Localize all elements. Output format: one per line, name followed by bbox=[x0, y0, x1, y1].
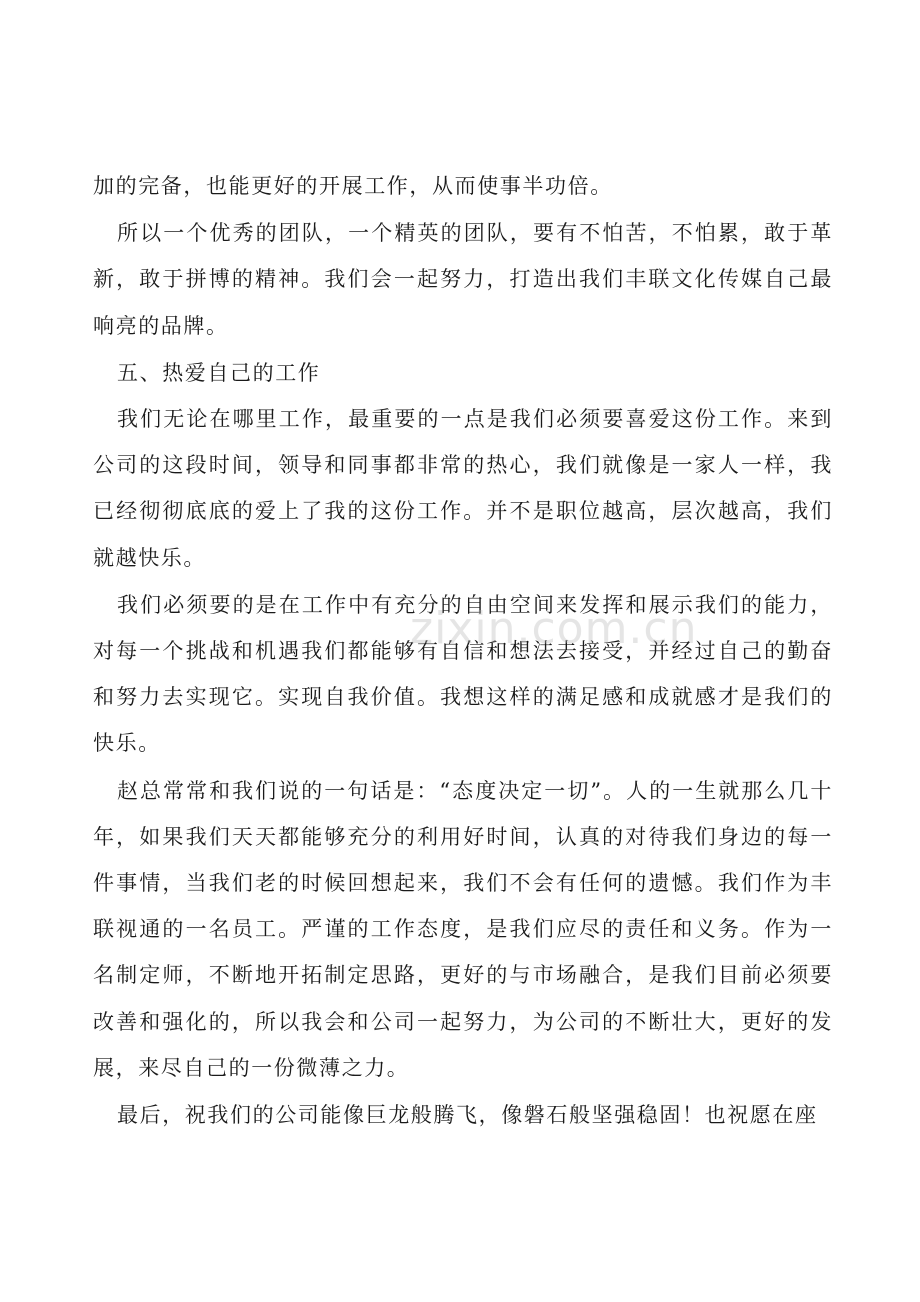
paragraph-1: 加的完备，也能更好的开展工作，从而使事半功倍。 bbox=[93, 174, 613, 198]
paragraph-4: 我们无论在哪里工作，最重要的一点是我们必须要喜爱这份工作。来到公司的这段时间，领导和同事都非常的热心，我们就像是一家人一样，我已经彻彻底底的爱上了我的这份工作。并不是职位越高，层次越高，我们就越快乐。 bbox=[93, 407, 833, 570]
paragraph-7: 最后，祝我们的公司能像巨龙般腾飞，像磐石般坚强稳固！也祝愿在座 bbox=[117, 1103, 818, 1128]
section-heading: 五、热爱自己的工作 bbox=[117, 360, 321, 385]
document-body bbox=[93, 163, 833, 1139]
paragraph-5: 我们必须要的是在工作中有充分的自由空间来发挥和展示我们的能力，对每一个挑战和机遇我们都能够有自信和想法去接受，并经过自己的勤奋和努力去实现它。实现自我价值。我想这样的满足感和成就感才是我们的快乐。 bbox=[93, 592, 833, 756]
paragraph-6: 赵总常常和我们说的一句话是：“态度决定一切”。人的一生就那么几十年，如果我们天天都能够充分的利用好时间，认真的对待我们身边的每一件事情，当我们老的时候回想起来，我们不会有任何的遗憾。我们作为丰联视通的一名员工。严谨的工作态度，是我们应尽的责任和义务。作为一名制定师，不断地开拓制定思路，更好的与市场融合，是我们目前必须要改善和强化的，所以我会和公司一起努力，为公司的不断壮大，更好的发展，来尽自己的一份微薄之力。 bbox=[93, 778, 833, 1080]
watermark: zixin.com.cn bbox=[410, 603, 698, 654]
paragraph-2: 所以一个优秀的团队，一个精英的团队，要有不怕苦，不怕累，敢于革新，敢于拼博的精神。我们会一起努力，打造出我们丰联文化传媒自己最响亮的品牌。 bbox=[93, 221, 833, 338]
